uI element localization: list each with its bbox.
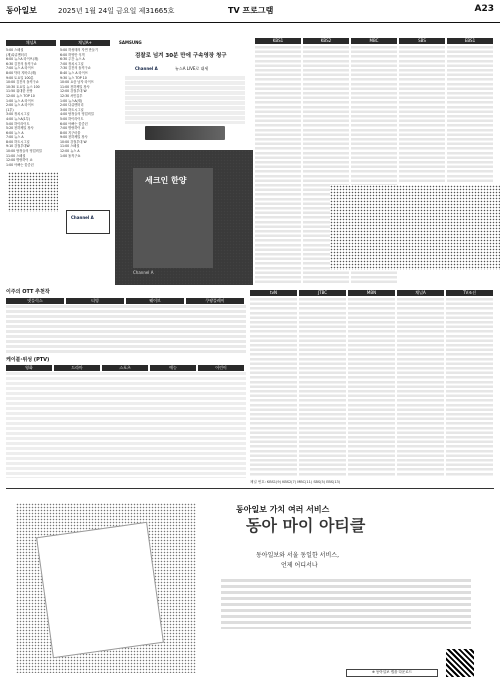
samsung-body-text (125, 76, 245, 124)
program-line: 12:00 강철부대 W (60, 89, 87, 94)
pay-head: 어린이 (198, 365, 244, 371)
banner-line2: 동아 마이 아티클 (246, 516, 366, 535)
program-line: 7:00 정치시그널 (60, 61, 84, 66)
channel-schedule-bottom (397, 298, 444, 476)
ott-head: 웨이브 (126, 298, 184, 304)
left-schedule-1 (6, 48, 58, 278)
samsung-sub: 뉴스A LIVE로 대세 (175, 66, 209, 71)
program-line: 5:00 허성태의 자연 만들기 (60, 48, 98, 52)
program-line: 6:30 주간 뉴스 A (60, 57, 85, 62)
page-number: A23 (474, 4, 494, 14)
pay-title: 케이블·위성 (PTV) (6, 357, 50, 363)
program-line: 11:00 천하제일 장사 (60, 84, 90, 89)
channel-head-bottom: TV조선 (446, 290, 493, 296)
drama-title: 세크인 한양 (145, 176, 187, 185)
channel-head-bottom: 채널A (397, 290, 444, 296)
program-line: 11:50 위대한 신랑 (6, 89, 33, 94)
program-line: 10:00 탐정들의 영업비밀 (6, 149, 42, 154)
program-line: 6:30 김진의 돌직구쇼 (6, 61, 37, 66)
page-header (0, 0, 500, 23)
channel-head-top: MBC (351, 38, 397, 44)
ott-title: 이주의 OTT 추천작 (6, 289, 50, 295)
channel-head-top: KBS1 (255, 38, 301, 44)
pay-head: 영화 (6, 365, 52, 371)
program-line: 9:00 천하제일 장사 (60, 135, 88, 140)
program-line: 5:00 스페셜 (6, 48, 24, 52)
channel-schedule-bottom (446, 298, 493, 476)
banner-note: ※ 동아일보 앱을 다운로드 (346, 669, 438, 677)
program-line: 7:30 김진의 돌직구쇼 (60, 66, 91, 71)
program-line: 7:00 명랑하이 쇼 (60, 126, 85, 131)
channel-schedule-bottom (348, 298, 395, 476)
banner-line4: 언제 어디서나 (281, 562, 318, 569)
program-line: 7:00 뉴스 A (6, 135, 24, 140)
channel-a-logo: Channel A (71, 215, 94, 220)
ott-head: 티빙 (66, 298, 124, 304)
program-line: 10:30 토요일 뉴스 100 (6, 84, 40, 89)
samsung-ad (115, 38, 253, 148)
program-line: 12:00 명랑하이 쇼 (6, 158, 33, 163)
program-line: 1:00 뉴스A(재) (60, 98, 83, 103)
channel-head-top: KBS2 (303, 38, 349, 44)
samsung-channel: Channel A (135, 66, 158, 71)
samsung-headline: 검찰로 넘겨 30분 만에 구속영장 청구 (135, 53, 227, 59)
channel-note: 채널 번호: KBS1(9) KBS2(7) MBC(11) SBS(5) EBS(13) (250, 480, 341, 484)
ott-body (6, 305, 246, 353)
issue-date: 2025년 1월 24일 금요일 제31665호 (58, 7, 175, 15)
section-title: TV 프로그램 (228, 6, 274, 15)
channel-schedule-top (255, 46, 301, 284)
program-line: (1부) (6, 107, 14, 112)
pay-head: 예능 (150, 365, 196, 371)
program-line: 5:00 하이라이트 (6, 121, 30, 126)
program-line: 7:00 뉴스 A 라이브 (6, 66, 34, 71)
program-line: 5:20 천하제일 장사 (6, 126, 34, 131)
program-line: 1:00 아빠는 꽃중년 (6, 162, 34, 167)
banner-line1: 동아일보 가치 여러 서비스 (236, 505, 330, 514)
qr-code-icon[interactable] (446, 649, 474, 677)
photo-strip (330, 185, 500, 270)
program-line: 12:00 뉴스 TOP 10 (6, 93, 35, 98)
newspaper-logo: 동아일보 (6, 6, 37, 15)
channel-head-bottom: JTBC (299, 290, 346, 296)
program-line: 9:10 강철부대W (6, 144, 30, 149)
channel-schedule-top (399, 46, 445, 184)
program-line: 8:00 하트시그널 (6, 139, 30, 144)
pay-body (6, 372, 246, 478)
program-line: 9:30 뉴스 TOP 10 (60, 75, 87, 80)
program-line: 1:00 뉴스 A 라이브 (6, 98, 34, 103)
program-line: 1:00 돌직구쇼 (60, 153, 81, 158)
program-line: 6:00 뉴스A 라이브(재) (6, 57, 39, 62)
program-line: 11:00 스페셜 (60, 144, 80, 149)
program-photo (8, 172, 58, 212)
samsung-brand: SAMSUNG (119, 40, 142, 45)
drama-ad (115, 150, 253, 285)
program-line: 5:00 하이라이트 (60, 116, 84, 121)
banner-line3: 동아일보와 서울 동일한 서비스, (256, 552, 339, 559)
program-line: 8:00 지구마불 (60, 130, 81, 135)
channel-schedule-bottom (250, 298, 297, 476)
ott-head: 넷플릭스 (6, 298, 64, 304)
ott-head: 쿠팡플레이 (186, 298, 244, 304)
channel-head-bottom: MBN (348, 290, 395, 296)
program-line: 9:00 토요일 100분 (6, 75, 34, 80)
program-line: 4:00 뉴스A(1부) (6, 116, 31, 121)
program-line: 3:00 하트시그널 (60, 107, 84, 112)
program-line: 3:00 정치시그널 (6, 112, 30, 117)
program-line: 6:00 뉴스 A (6, 130, 24, 135)
program-line: 6:00 허영만 식객 (60, 52, 85, 57)
program-line: 8:00 닥터 지바고(재) (6, 70, 37, 75)
program-line: 2:00 뉴스 A 라이브 (6, 103, 34, 108)
left-schedule-2 (60, 48, 112, 278)
program-line: 10:00 강철부대 W (60, 139, 87, 144)
program-line: (재)다큐멘터리 (6, 52, 27, 57)
program-line: 2:00 다큐멘터리 (60, 103, 84, 108)
channel-head-top: EBS1 (447, 38, 493, 44)
left-head-2: 채널A+ (60, 40, 110, 46)
channel-a-box (66, 210, 110, 234)
tv-graphic (145, 126, 225, 140)
pay-head: 스포츠 (102, 365, 148, 371)
channel-schedule-top (447, 46, 493, 184)
channel-head-top: SBS (399, 38, 445, 44)
program-line: 4:00 탐정들의 영업비밀 (60, 112, 94, 117)
drama-channel: Channel A (133, 270, 154, 275)
left-head-1: 채널A (6, 40, 56, 46)
channel-schedule-bottom (299, 298, 346, 476)
program-line: 11:00 스페셜 (6, 153, 26, 158)
bottom-banner-ad (6, 488, 494, 689)
program-line: 10:00 요즘 남자 라이프 (60, 80, 94, 85)
channel-head-bottom: tvN (250, 290, 297, 296)
program-line: 8:40 뉴스 A 라이브 (60, 70, 88, 75)
program-line: 12:30 서민갑부 (60, 93, 83, 98)
program-line: 6:00 아빠는 꽃중년 (60, 121, 88, 126)
banner-body-text (221, 579, 471, 629)
banner-phone (36, 522, 164, 658)
pay-head: 드라마 (54, 365, 100, 371)
program-line: 12:00 뉴스 A (60, 149, 80, 154)
program-line: 10:00 김진의 돌직구쇼 (6, 80, 39, 85)
